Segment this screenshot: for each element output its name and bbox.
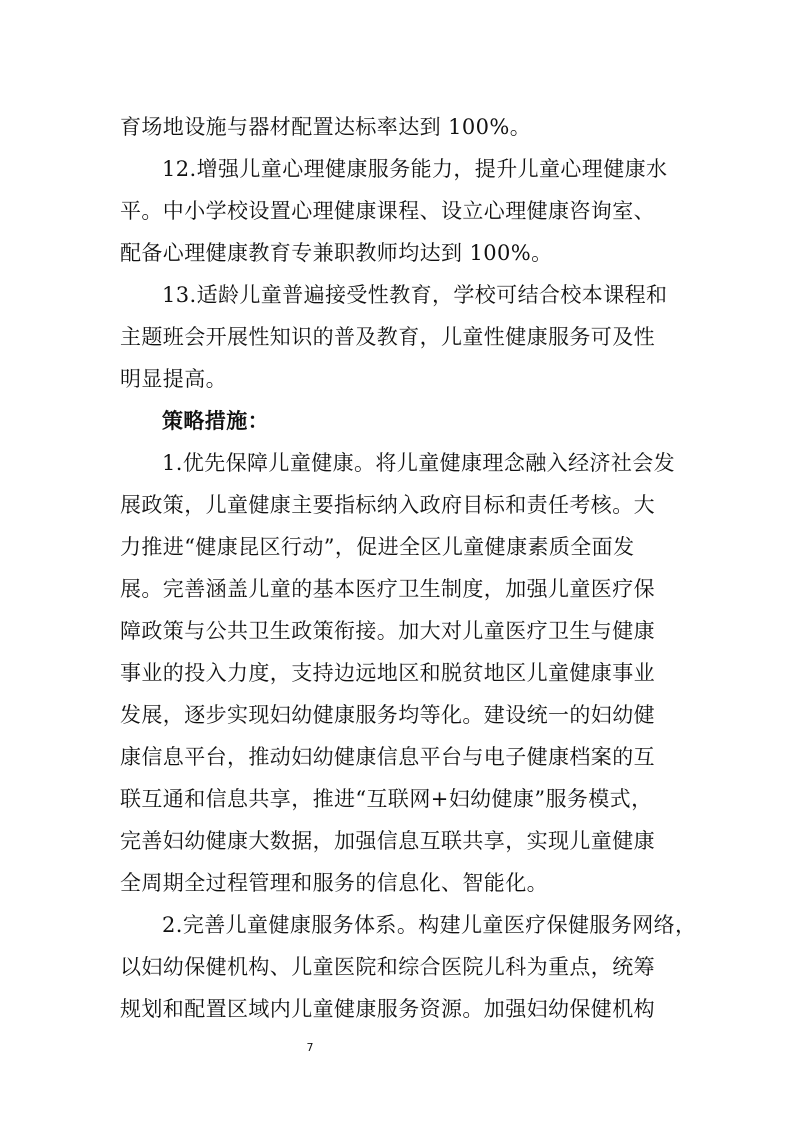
- paragraph-line: 力推进“健康昆区行动”，促进全区儿童健康素质全面发: [120, 535, 635, 559]
- page-number: 7: [306, 1041, 314, 1054]
- paragraph-line: 2.完善儿童健康服务体系。构建儿童医疗保健服务网络，: [162, 913, 697, 937]
- paragraph-line: 发展，逐步实现妇幼健康服务均等化。建设统一的妇幼健: [120, 703, 655, 727]
- paragraph-line: 康信息平台，推动妇幼健康信息平台与电子健康档案的互: [120, 745, 655, 769]
- paragraph-line: 13.适龄儿童普遍接受性教育，学校可结合校本课程和: [162, 283, 668, 307]
- paragraph-line: 全周期全过程管理和服务的信息化、智能化。: [120, 871, 548, 895]
- paragraph-line: 障政策与公共卫生政策衔接。加大对儿童医疗卫生与健康: [120, 619, 655, 643]
- paragraph-line: 平。中小学校设置心理健康课程、设立心理健康咨询室、: [120, 199, 655, 223]
- section-heading: 策略措施：: [162, 408, 269, 433]
- paragraph-line: 育场地设施与器材配置达标率达到 100%。: [120, 115, 532, 139]
- paragraph-line: 展。完善涵盖儿童的基本医疗卫生制度，加强儿童医疗保: [120, 577, 655, 601]
- paragraph-line: 1.优先保障儿童健康。将儿童健康理念融入经济社会发: [162, 451, 676, 475]
- paragraph-line: 展政策，儿童健康主要指标纳入政府目标和责任考核。大: [120, 493, 655, 517]
- paragraph-line: 联互通和信息共享，推进“互联网+妇幼健康”服务模式，: [120, 787, 653, 811]
- paragraph-line: 12.增强儿童心理健康服务能力，提升儿童心理健康水: [162, 157, 668, 181]
- paragraph-line: 规划和配置区域内儿童健康服务资源。加强妇幼保健机构: [120, 997, 655, 1021]
- paragraph-line: 完善妇幼健康大数据，加强信息互联共享，实现儿童健康: [120, 829, 655, 853]
- paragraph-line: 配备心理健康教育专兼职教师均达到 100%。: [120, 241, 553, 265]
- paragraph-line: 以妇幼保健机构、儿童医院和综合医院儿科为重点，统筹: [120, 955, 655, 979]
- paragraph-line: 明显提高。: [120, 367, 227, 391]
- paragraph-line: 事业的投入力度，支持边远地区和脱贫地区儿童健康事业: [120, 661, 655, 685]
- paragraph-line: 主题班会开展性知识的普及教育，儿童性健康服务可及性: [120, 325, 655, 349]
